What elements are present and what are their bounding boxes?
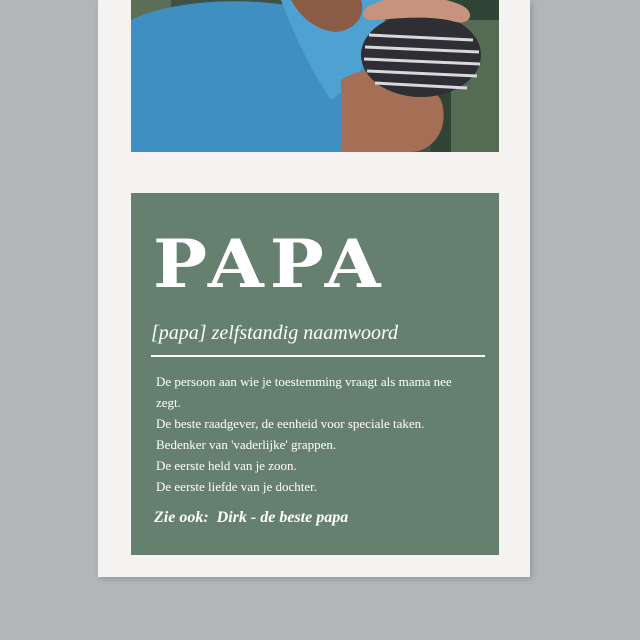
poster xyxy=(98,0,530,577)
divider xyxy=(151,355,485,357)
definition-panel xyxy=(131,193,499,555)
photo-illustration xyxy=(131,0,499,152)
definition-line: zegt. xyxy=(156,395,181,410)
see-also-label: Zie ook: xyxy=(154,509,209,526)
see-also xyxy=(154,509,348,527)
definition-line: De eerste liefde van je dochter. xyxy=(156,479,317,494)
definition-line: De persoon aan wie je toestemming vraagt als mama nee xyxy=(156,374,452,389)
definition-line: De eerste held van je zoon. xyxy=(156,458,297,473)
panel-subtitle: [papa] zelfstandig naamwoord xyxy=(151,322,399,344)
panel-title: PAPA xyxy=(153,224,387,303)
definition-line: Bedenker van 'vaderlijke' grappen. xyxy=(156,437,337,452)
definition-text xyxy=(156,371,486,497)
photo-father-holding-baby xyxy=(131,0,499,152)
definition-line: De beste raadgever, de eenheid voor speciale taken. xyxy=(156,416,425,431)
see-also-value: Dirk - de beste papa xyxy=(216,509,349,526)
